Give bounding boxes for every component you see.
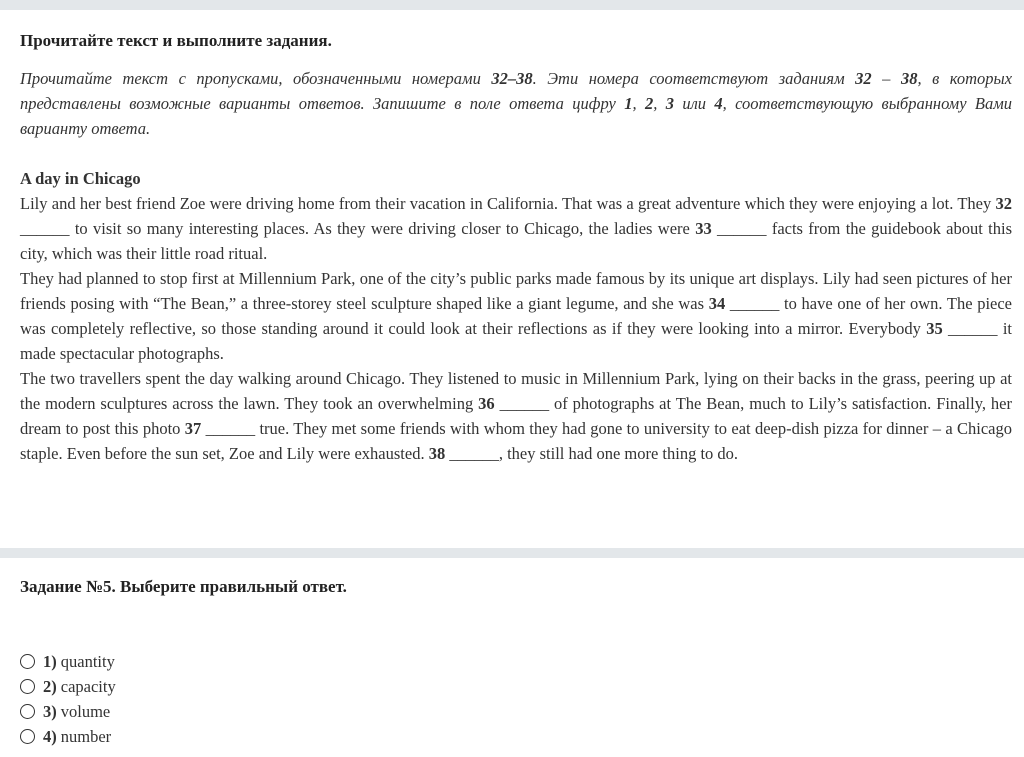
radio-button[interactable] xyxy=(20,654,35,669)
radio-button[interactable] xyxy=(20,704,35,719)
section-heading: Прочитайте текст и выполните задания. xyxy=(20,31,332,50)
radio-button[interactable] xyxy=(20,729,35,744)
gap-36: 36 xyxy=(478,394,495,413)
answer-option-1[interactable]: 1) quantity xyxy=(20,649,1012,674)
radio-button[interactable] xyxy=(20,679,35,694)
option-label: volume xyxy=(60,701,111,721)
option-label: number xyxy=(60,726,112,746)
gap-32: 32 xyxy=(995,194,1012,213)
story-paragraph-1: Lily and her best friend Zoe were driving home from their vacation in California. That was a great adventure which they were enjoying a lot. They 32 ______ to visit so many interesting places. As they were driving closer to Chicago, the ladies were 33 ______ facts from the guidebook about this city, which was their little road ritual. xyxy=(20,194,1012,263)
answer-option-4[interactable]: 4) number xyxy=(20,724,1012,749)
option-label: capacity xyxy=(60,676,116,696)
task-panel xyxy=(0,558,1024,749)
text-panel xyxy=(0,10,1024,530)
section-divider xyxy=(0,548,1024,558)
story xyxy=(20,166,1012,466)
gap-38: 38 xyxy=(428,444,446,463)
answer-option-2[interactable]: 2) capacity xyxy=(20,674,1012,699)
gap-33: 33 xyxy=(695,219,712,238)
task-heading: Задание №5. Выберите правильный ответ. xyxy=(20,577,347,596)
instruction-text: Прочитайте текст с пропусками, обозначенными номерами 32–38. Эти номера соответствуют заданиям 32 – 38, в которых представлены возможные варианты ответов. Запишите в поле ответа цифру 1, 2, 3 или 4, соответствующую выбранному Вами варианту ответа. xyxy=(20,69,1013,138)
option-label: quantity xyxy=(60,651,115,671)
top-divider xyxy=(0,0,1024,10)
story-paragraph-2: They had planned to stop first at Millennium Park, one of the city’s public parks made famous by its unique art displays. Lily had seen pictures of her friends posing with “The Bean,” a three-storey steel sculpture shaped like a giant legume, and she was 34 ______ to have one of her own. The piece was completely reflective, so those standing around it could look at their reflections as if they were looking into a mirror. Everybody 35 ______ it made spectacular photographs. xyxy=(20,269,1013,363)
gap-34: 34 xyxy=(708,294,726,313)
story-paragraph-3: The two travellers spent the day walking around Chicago. They listened to music in Millennium Park, lying on their backs in the grass, peering up at the modern sculptures across the lawn. They took an overwhelming 36 ______ of photographs at The Bean, much to Lily’s satisfaction. Finally, her dream to post this photo 37 ______ true. They met some friends with whom they had gone to university to eat deep-dish pizza for dinner – a Chicago staple. Even before the sun set, Zoe and Lily were exhausted. 38 ______, they still had one more thing to do. xyxy=(20,369,1012,463)
gap-37: 37 xyxy=(184,419,202,438)
answer-option-3[interactable]: 3) volume xyxy=(20,699,1012,724)
story-title: A day in Chicago xyxy=(20,169,141,188)
answer-options xyxy=(20,649,1012,749)
gap-35: 35 xyxy=(926,319,943,338)
